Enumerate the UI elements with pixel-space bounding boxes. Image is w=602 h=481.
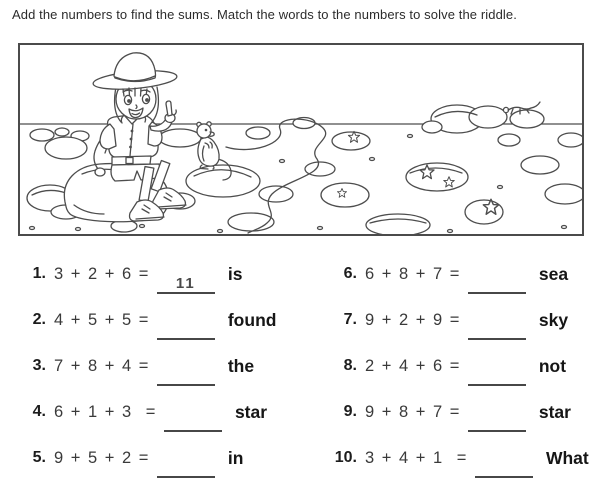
answer-blank[interactable] (157, 452, 215, 478)
problem-row (327, 389, 599, 435)
riddle-word: What (545, 447, 589, 468)
problem-row (22, 343, 322, 389)
worksheet-instructions: Add the numbers to find the sums. Match the words to the numbers to solve the riddle. (12, 7, 517, 22)
problem-number: 2. (32, 311, 46, 328)
problem-number: 5. (32, 449, 46, 466)
problem-number: 4. (32, 403, 46, 420)
problems-column-left (22, 251, 322, 481)
riddle-word: star (538, 401, 571, 422)
answer-blank[interactable] (157, 360, 215, 386)
answer-value: 11 (175, 275, 196, 292)
answer-blank[interactable] (157, 314, 215, 340)
equation: 3 + 2 + 6 = (54, 264, 149, 283)
equation: 6 + 1 + 3 = (54, 402, 156, 421)
problem-row (22, 251, 322, 297)
equation: 2 + 4 + 6 = (365, 356, 460, 375)
riddle-word: star (234, 401, 268, 422)
weasel-rock (186, 165, 260, 197)
equation: 9 + 5 + 2 = (54, 448, 149, 467)
answer-blank[interactable] (157, 268, 215, 294)
equation: 9 + 8 + 7 = (365, 402, 460, 421)
problem-number: 3. (32, 357, 46, 374)
illustration-frame (18, 43, 584, 236)
scene-illustration (20, 45, 582, 234)
problems-column-right (327, 251, 599, 481)
riddle-word: found (227, 309, 277, 330)
problem-row (327, 251, 599, 297)
riddle-word: in (227, 447, 244, 468)
problem-row (22, 389, 322, 435)
problem-row (327, 343, 599, 389)
problem-number: 1. (32, 265, 46, 282)
answer-blank[interactable] (164, 406, 222, 432)
problem-row (22, 435, 322, 481)
problem-number: 8. (343, 357, 357, 374)
answer-blank[interactable] (468, 406, 526, 432)
equation: 6 + 8 + 7 = (365, 264, 460, 283)
riddle-word: not (538, 355, 567, 376)
answer-blank[interactable] (468, 360, 526, 386)
problem-row (327, 435, 599, 481)
equation: 3 + 4 + 1 = (365, 448, 467, 467)
riddle-word: sea (538, 263, 569, 284)
answer-blank[interactable] (468, 314, 526, 340)
answer-blank[interactable] (475, 452, 533, 478)
equation: 7 + 8 + 4 = (54, 356, 149, 375)
problem-number: 7. (343, 311, 357, 328)
equation: 9 + 2 + 9 = (365, 310, 460, 329)
riddle-word: is (227, 263, 243, 284)
answer-blank[interactable] (468, 268, 526, 294)
problem-number: 6. (343, 265, 357, 282)
problem-number: 9. (343, 403, 357, 420)
problem-row (22, 297, 322, 343)
riddle-word: sky (538, 309, 569, 330)
equation: 4 + 5 + 5 = (54, 310, 149, 329)
problem-number: 10. (334, 449, 357, 466)
problem-row (327, 297, 599, 343)
riddle-word: the (227, 355, 255, 376)
